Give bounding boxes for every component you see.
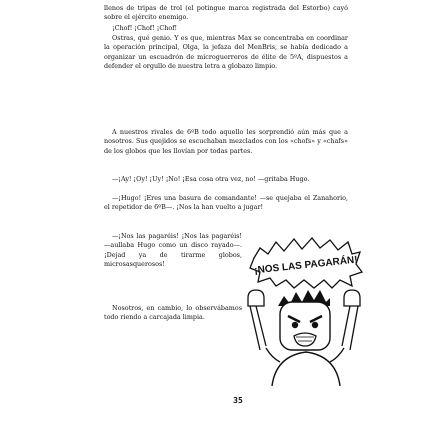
paragraph-3: Ostras, qué genio. Y es que, mientras Max se concentraba en coordinar la operación principal, Olga, la jefaza del MenBris, se había dedicado a organizar un escuadrón de microguerreros de élite de 5ºA, dispuestos a defender el orgullo de nuestra letra a globazo limpio. bbox=[104, 34, 348, 71]
paragraph-4: A nuestros rivales de 6ºB todo aquello les sorprendió aún más que a nosotros. Sus quejidos se escuchaban mezclados con los «chofs» y «chafs» de los globos que les llovían por todas partes. bbox=[104, 128, 348, 155]
paragraph-5: —¡Ay! ¡Oy! ¡Uy! ¡No! ¡Esa cosa otra vez, no! —gritaba Hugo. bbox=[112, 175, 310, 183]
speech-bubble-text: ¡NOS LAS PAGARÁN! bbox=[253, 254, 359, 277]
left-fist bbox=[248, 290, 264, 306]
paragraph-2: ¡Chof! ¡Chof! ¡Chof! bbox=[112, 24, 178, 32]
comic-illustration bbox=[246, 236, 364, 386]
paragraph-6: —¡Hugo! ¡Eres una basura de comandante! —se quejaba el Zanahorio, el repetidor de 6ºB—. ¡Nos la han vuelto a jugar! bbox=[104, 194, 348, 212]
body bbox=[272, 352, 340, 386]
page-number: 35 bbox=[233, 396, 243, 405]
right-fist bbox=[344, 290, 360, 306]
paragraph-8: Nosotros, en cambio, lo observábamos todo riendo a carcajada limpia. bbox=[104, 304, 242, 322]
right-eye bbox=[312, 322, 318, 328]
left-eye bbox=[292, 322, 298, 328]
paragraph-1: llenos de tripas de trol (el potingue marca registrada del Estorbo) cayó sobre el ejército enemigo. bbox=[104, 4, 348, 22]
paragraph-7: —¡Nos las pagaréis! ¡Nos las pagaréis! —aullaba Hugo como un disco rayado—. ¡Dejad ya de tirarme globos, microsasquerosos! bbox=[104, 232, 242, 269]
